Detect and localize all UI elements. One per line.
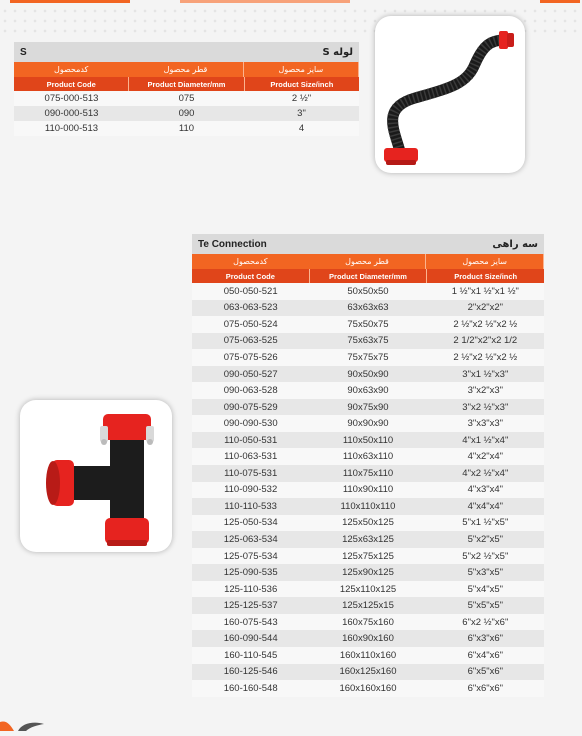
brand-logo-icon xyxy=(0,712,70,731)
header-fa-size: سایز محصول xyxy=(426,254,544,269)
cell-product-code: 160-075-543 xyxy=(223,616,278,628)
cell-product-diameter: 90x50x90 xyxy=(347,368,389,380)
table-header-fa xyxy=(192,254,544,269)
table-row xyxy=(14,121,359,136)
table-row xyxy=(192,316,544,333)
table-row xyxy=(192,680,544,697)
cell-product-diameter: 50x50x50 xyxy=(347,285,389,297)
cell-product-code: 110-075-531 xyxy=(224,467,278,479)
cell-product-size: 4"x3"x4" xyxy=(467,484,504,496)
table-row xyxy=(192,531,544,548)
header-fa-code: کدمحصول xyxy=(233,257,268,266)
table-row xyxy=(192,482,544,499)
cell-product-diameter: 90x75x90 xyxy=(347,401,389,413)
table-title-fa: لوله S xyxy=(322,46,353,58)
table-row xyxy=(192,333,544,350)
cell-product-code: 090-050-527 xyxy=(223,368,278,380)
table-header-fa xyxy=(14,62,359,77)
cell-product-size: 3"x2"x3" xyxy=(467,385,504,397)
header-fa-code: کدمحصول xyxy=(54,65,89,74)
s-pipe-table-title xyxy=(14,42,359,62)
cell-product-diameter: 160x90x160 xyxy=(342,633,394,645)
header-en-size: Product Size/inch xyxy=(270,79,334,89)
cell-product-diameter: 090 xyxy=(178,108,195,119)
cell-product-size: 5"x2 ½"x5" xyxy=(462,550,509,562)
cell-product-size: 4"x2 ½"x4" xyxy=(462,467,509,479)
cell-product-size: 1 ½"x1 ½"x1 ½" xyxy=(451,285,519,297)
cell-product-code: 075-075-526 xyxy=(223,351,278,363)
cell-product-diameter: 63x63x63 xyxy=(347,302,389,314)
table-row xyxy=(192,647,544,664)
cell-product-code: 090-090-530 xyxy=(223,418,278,430)
cell-product-diameter: 75x75x75 xyxy=(347,351,389,363)
cell-product-code: 090-000-513 xyxy=(44,108,99,119)
cell-product-size: 2 ½"x2 ½"x2 ½ xyxy=(453,318,518,330)
cell-product-diameter: 110x75x110 xyxy=(342,467,394,479)
cell-product-diameter: 160x110x160 xyxy=(339,649,397,661)
cell-product-size: 6"x5"x6" xyxy=(467,666,504,678)
te-connection-table-title xyxy=(192,234,544,254)
cell-product-diameter: 075 xyxy=(178,93,195,104)
table-row xyxy=(192,399,544,416)
cell-product-size: 4"x1 ½"x4" xyxy=(462,434,509,446)
cell-product-size: 4"x4"x4" xyxy=(467,500,504,512)
header-en-size: Product Size/inch xyxy=(454,271,518,281)
table-row xyxy=(14,91,359,106)
table-title-en: Te Connection xyxy=(198,238,267,250)
table-title-en: S xyxy=(20,46,27,58)
cell-product-diameter: 110x63x110 xyxy=(342,451,394,463)
s-bend-pipe-photo-icon xyxy=(375,16,525,173)
cell-product-diameter: 125x110x125 xyxy=(339,583,397,595)
cell-product-code: 075-050-524 xyxy=(223,318,278,330)
cell-product-diameter: 90x90x90 xyxy=(347,418,389,430)
cell-product-size: 6"x4"x6" xyxy=(467,649,504,661)
cell-product-code: 110-050-531 xyxy=(224,434,278,446)
cell-product-diameter: 125x90x125 xyxy=(342,567,394,579)
te-connection-table-body xyxy=(192,283,544,697)
cell-product-code: 160-125-546 xyxy=(223,666,278,678)
table-row xyxy=(192,366,544,383)
table-row xyxy=(192,349,544,366)
table-row xyxy=(192,564,544,581)
cell-product-code: 110-110-533 xyxy=(224,500,277,512)
cell-product-diameter: 75x50x75 xyxy=(347,318,389,330)
table-header-en xyxy=(14,77,359,91)
header-fa-diameter: قطر محصول xyxy=(309,254,427,269)
cell-product-size: 6"x6"x6" xyxy=(467,682,504,694)
cell-product-size: 4"x2"x4" xyxy=(467,451,504,463)
cell-product-size: 5"x2"x5" xyxy=(467,533,504,545)
table-row xyxy=(192,581,544,598)
cell-product-diameter: 75x63x75 xyxy=(347,335,389,347)
cell-product-size: 6"x3"x6" xyxy=(467,633,504,645)
cell-product-code: 125-050-534 xyxy=(223,517,278,529)
cell-product-size: 3" xyxy=(297,108,306,119)
cell-product-size: 5"x1 ½"x5" xyxy=(462,517,509,529)
cell-product-size: 3"x1 ½"x3" xyxy=(462,368,509,380)
cell-product-code: 125-125-537 xyxy=(223,600,278,612)
cell-product-size: 2 ½"x2 ½"x2 ½ xyxy=(453,351,518,363)
cell-product-size: 3"x2 ½"x3" xyxy=(462,401,509,413)
header-en-code: Product Code xyxy=(14,77,129,91)
cell-product-code: 063-063-523 xyxy=(223,302,278,314)
header-fa-size: سایز محصول xyxy=(244,62,359,77)
table-row xyxy=(192,597,544,614)
cell-product-diameter: 110x50x110 xyxy=(342,434,394,446)
cell-product-code: 160-110-545 xyxy=(224,649,278,661)
table-row xyxy=(192,448,544,465)
cell-product-diameter: 110x90x110 xyxy=(342,484,394,496)
table-row xyxy=(192,614,544,631)
cell-product-code: 050-050-521 xyxy=(223,285,278,297)
cell-product-size: 2 ½" xyxy=(291,93,312,104)
cell-product-diameter: 110x110x110 xyxy=(340,500,396,512)
table-row xyxy=(192,465,544,482)
cell-product-size: 5"x4"x5" xyxy=(467,583,504,595)
cell-product-code: 160-160-548 xyxy=(223,682,278,694)
cell-product-code: 125-075-534 xyxy=(223,550,278,562)
table-row xyxy=(192,498,544,515)
table-title-fa: سه راهی xyxy=(492,238,538,250)
table-row xyxy=(14,106,359,121)
cell-product-diameter: 90x63x90 xyxy=(347,385,389,397)
cell-product-code: 090-075-529 xyxy=(223,401,278,413)
table-row xyxy=(192,432,544,449)
header-en-diameter: Product Diameter/mm xyxy=(310,269,428,283)
cell-product-diameter: 125x125x15 xyxy=(342,600,394,612)
table-row xyxy=(192,415,544,432)
header-fa-diameter: قطر محصول xyxy=(128,62,243,77)
table-row xyxy=(192,283,544,300)
table-header-en xyxy=(192,269,544,283)
cell-product-code: 125-090-535 xyxy=(223,567,278,579)
cell-product-code: 110-090-532 xyxy=(224,484,278,496)
cell-product-size: 5"x3"x5" xyxy=(467,567,504,579)
cell-product-diameter: 125x75x125 xyxy=(342,550,394,562)
cell-product-code: 125-063-534 xyxy=(223,533,278,545)
cell-product-code: 090-063-528 xyxy=(223,385,278,397)
cell-product-code: 110-063-531 xyxy=(224,451,278,463)
cell-product-diameter: 160x75x160 xyxy=(342,616,394,628)
cell-product-code: 075-000-513 xyxy=(44,93,99,104)
table-row xyxy=(192,664,544,681)
cell-product-code: 110-000-513 xyxy=(44,123,99,134)
cell-product-size: 5"x5"x5" xyxy=(467,600,504,612)
header-en-code: Product Code xyxy=(192,269,310,283)
cell-product-size: 4 xyxy=(298,123,305,134)
cell-product-diameter: 110 xyxy=(178,123,195,134)
tee-connection-photo-icon xyxy=(20,400,172,552)
cell-product-diameter: 160x125x160 xyxy=(339,666,397,678)
cell-product-code: 075-063-525 xyxy=(223,335,278,347)
cell-product-diameter: 125x63x125 xyxy=(342,533,394,545)
cell-product-code: 160-090-544 xyxy=(223,633,278,645)
table-row xyxy=(192,300,544,317)
cell-product-diameter: 125x50x125 xyxy=(342,517,394,529)
s-pipe-table xyxy=(14,42,359,136)
cell-product-size: 6"x2 ½"x6" xyxy=(462,616,509,628)
cell-product-size: 2"x2"x2" xyxy=(467,302,504,314)
table-row xyxy=(192,548,544,565)
cell-product-diameter: 160x160x160 xyxy=(339,682,397,694)
table-row xyxy=(192,630,544,647)
header-en-diameter: Product Diameter/mm xyxy=(129,77,244,91)
te-connection-table xyxy=(192,234,544,697)
cell-product-size: 3"x3"x3" xyxy=(467,418,504,430)
table-row xyxy=(192,382,544,399)
cell-product-code: 125-110-536 xyxy=(224,583,278,595)
table-row xyxy=(192,515,544,532)
s-pipe-table-body xyxy=(14,91,359,136)
cell-product-size: 2 1/2"x2"x2 1/2 xyxy=(453,335,518,347)
